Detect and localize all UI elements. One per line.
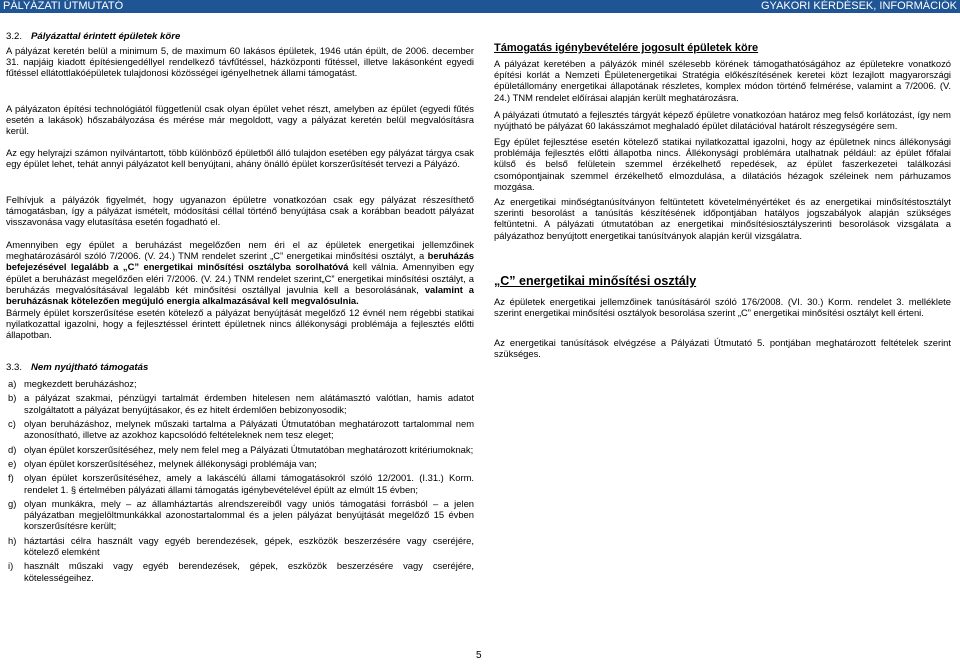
section-number: 3.2. xyxy=(6,31,23,42)
paragraph: Az egy helyrajzi számon nyilvántartott, több különböző épületből álló tulajdon esetében egy pályázat tárgya csak egy épület lehet, tehát annyi pályázatot kell benyújtani, ahány önálló épület korszerűsítését tervezi a Pályázó. xyxy=(6,147,474,170)
list-item xyxy=(6,535,474,557)
paragraph: A pályázaton építési technológiától függetlenül csak olyan épület vehet részt, amelyben az épület (egyedi fűtés esetén a lakások) hőszabályozása és mérése már megoldott, vagy a pályázat keretén belül megvalósításra kerül. xyxy=(6,103,474,137)
item-letter: i) xyxy=(8,560,14,572)
item-text: használt műszaki vagy egyéb berendezések, gépek, eszközök beszerzésére vagy cseréjére, kötelességeihez. xyxy=(24,560,474,583)
header-right-title: GYAKORI KÉRDÉSEK, INFORMÁCIÓK xyxy=(761,0,957,12)
right-heading-eligible-buildings: Támogatás igénybevételére jogosult épületek köre xyxy=(494,42,759,54)
section-3-2-heading xyxy=(6,31,180,42)
paragraph: Felhívjuk a pályázók figyelmét, hogy ugyanazon épületre vonatkozóan csak egy pályázat részesíthető támogatásban, így a pályázat ismételt, módosítási céllal történő benyújtása csak a korábban beadott pályázat visszavonása vagy elutasítása esetén fogadható el. xyxy=(6,194,474,228)
paragraph: Az energetikai tanúsítások elvégzése a Pályázati Útmutató 5. pontjában meghatározott feltételek szerint szükséges. xyxy=(494,337,951,360)
item-letter: f) xyxy=(8,472,14,484)
list-item xyxy=(6,418,474,440)
item-text: olyan beruházáshoz, melynek műszaki tartalma a Pályázati Útmutatóban meghatározott tartalommal nem azonosítható, illetve az azokhoz kapcsolódó feltételeknek nem tesz eleget; xyxy=(24,417,474,441)
list-item xyxy=(6,560,474,582)
bold-text: beruházás befejezésével legalább a „C” energetikai minősítési osztályba sorolhatóvá xyxy=(6,250,474,273)
item-text: olyan épület korszerűsítéséhez, mely nem felel meg a Pályázati Útmutatóban meghatározott kritériumoknak; xyxy=(24,443,474,455)
text-run: kell válnia. Amennyiben egy épület a beruházást megelőzően eléri 7/2006. (V. 24.) TNM rendelet szerint„C” energetikai minősítési osztályt, a beruházás megvalósításával legalább két minősítési osztállyal javulnia kell a besorolásának, xyxy=(6,261,474,295)
item-text: olyan épület korszerűsítéséhez, amely a lakáscélú állami támogatásokról szóló 12/2001. (I.31.) Korm. rendelet 1. § értelmében pályázati állami támogatás igénybevételével épült az elmúlt 15 évben; xyxy=(24,472,474,495)
item-text: olyan munkákra, mely – az államháztartás alrendszereiből vagy uniós támogatási forrásból – a jelen pályázatban megjelöltmunkákkal azonostartalommal és a jelen pályázat benyújtását megelőző 15 évben korszerűsítésre került; xyxy=(24,497,474,532)
excluded-items-list xyxy=(6,378,474,586)
list-item xyxy=(6,472,474,494)
item-letter: a) xyxy=(8,378,17,389)
item-text: olyan épület korszerűsítéséhez, melynek állékonysági problémája van; xyxy=(24,457,317,469)
item-letter: e) xyxy=(8,457,17,469)
item-letter: g) xyxy=(8,497,17,509)
text-run: Amennyiben egy épület a beruházást megelőzően nem éri el az épületek energetikai jellemzőinek meghatározásáról szóló 7/2006. (V. 24.) TNM rendelet szerint „C” energetikai minősítési osztályt, a xyxy=(6,239,474,262)
list-item xyxy=(6,498,474,532)
item-text: a pályázat szakmai, pénzügyi tartalmát érdemben hitelesen nem alátámasztó valótlan, hamis adatot szolgáltatott a pályázat benyújtásakor, és ez hitelt érdemlően bebizonyosodik; xyxy=(24,392,474,415)
item-text: megkezdett beruházáshoz; xyxy=(24,378,137,389)
list-item xyxy=(6,444,474,455)
section-title: Nem nyújtható támogatás xyxy=(31,362,149,373)
section-3-3-heading xyxy=(6,362,148,373)
item-letter: c) xyxy=(8,417,16,429)
item-letter: h) xyxy=(8,534,17,546)
header-left-title: PÁLYÁZATI ÚTMUTATÓ xyxy=(3,0,124,12)
item-letter: d) xyxy=(8,443,17,455)
right-heading-c-class: „C” energetikai minősítési osztály xyxy=(494,274,697,288)
section-title: Pályázattal érintett épületek köre xyxy=(31,31,181,42)
bold-text: valamint a beruházásnak kötelezően megújuló energia alkalmazásával kell megvalósulnia. xyxy=(6,283,474,307)
list-item xyxy=(6,458,474,469)
item-letter: b) xyxy=(8,392,17,404)
item-text: háztartási célra használt vagy egyéb berendezések, gépek, eszközök beszerzésére vagy cseréjére, kötelező elemként xyxy=(24,534,474,557)
list-item xyxy=(6,392,474,414)
page-number: 5 xyxy=(476,650,482,661)
section-number: 3.3. xyxy=(6,362,23,373)
page-header xyxy=(0,0,960,13)
paragraph: Bármely épület korszerűsítése esetén kötelező a pályázat benyújtását megelőző 12 évnél nem régebbi statikai nyilatkozattal igazolni, hogy a fejlesztéssel érintett épületnek nincs állékonysági problémája a fejlesztés előtti állapotban. xyxy=(6,307,474,341)
paragraph: A pályázat keretén belül a minimum 5, de maximum 60 lakásos épületek, 1946 után épült, de 2006. december 31. napjáig kiadott építésiengedéllyel rendelkező távfűtéssel, házközponti fűtéssel, illetve lakásonként egyedi fűtéssel ellátottlakóépületek tulajdonosi közösségei igényelhetnek állami támogatást. xyxy=(6,45,474,79)
paragraph xyxy=(6,239,474,306)
list-item xyxy=(6,378,474,389)
paragraph: Az energetikai minőségtanúsítványon feltüntetett követelményértéket és az energetikai minősítéstosztályt szerinti besorolást a tanúsítás készítésének időpontjában hatályos jogszabályok alapján szükséges feltüntetni. A pályázati útmutatóban az energetikai minősítésiosztályszerinti besorolások vizsgálata a pályázathoz benyújtott energetikai tanúsítványok alapján kerül vizsgálatra. xyxy=(494,196,951,241)
paragraph: Egy épület fejlesztése esetén kötelező statikai nyilatkozattal igazolni, hogy az épületnek nincs állékonysági problémája fejlesztés előtti állapotba nincs. Állékonysági problémára utalhatnak például: az épület főfalai külső és belső felületein szemmel érzékelhető repedések, az épület faszerkezetei találkozási csomópontjainak szemmel érzékelhető elmozdulása, a dilatációs hézagok széleinek nem párhuzamos mozgása. xyxy=(494,136,951,192)
paragraph: A pályázat keretében a pályázók minél szélesebb körének támogathatóságához az épületekre vonatkozó építési korlát a Nemzeti Épületenergetikai Stratégia előkészítésének keretei közt lezajlott magyarországi épületállomány energetikai állapotának részletes, komplex módon történő felmérése, valamint a 7/2006. (V. 24.) TNM rendelet előírásai alapján került meghatározásra. xyxy=(494,58,951,103)
paragraph: Az épületek energetikai jellemzőinek tanúsításáról szóló 176/2008. (VI. 30.) Korm. rendelet 3. melléklete szerint energetikai minősítési osztályok besorolása szerint „C” energetikai minősítési osztályt kell érteni. xyxy=(494,296,951,319)
paragraph: A pályázati útmutató a fejlesztés tárgyát képező épületre vonatkozóan határoz meg felső korlátozást, így nem nyújtható be pályázat 60 lakásszámot meghaladó épület dilatációval határolt részegységére sem. xyxy=(494,109,951,132)
